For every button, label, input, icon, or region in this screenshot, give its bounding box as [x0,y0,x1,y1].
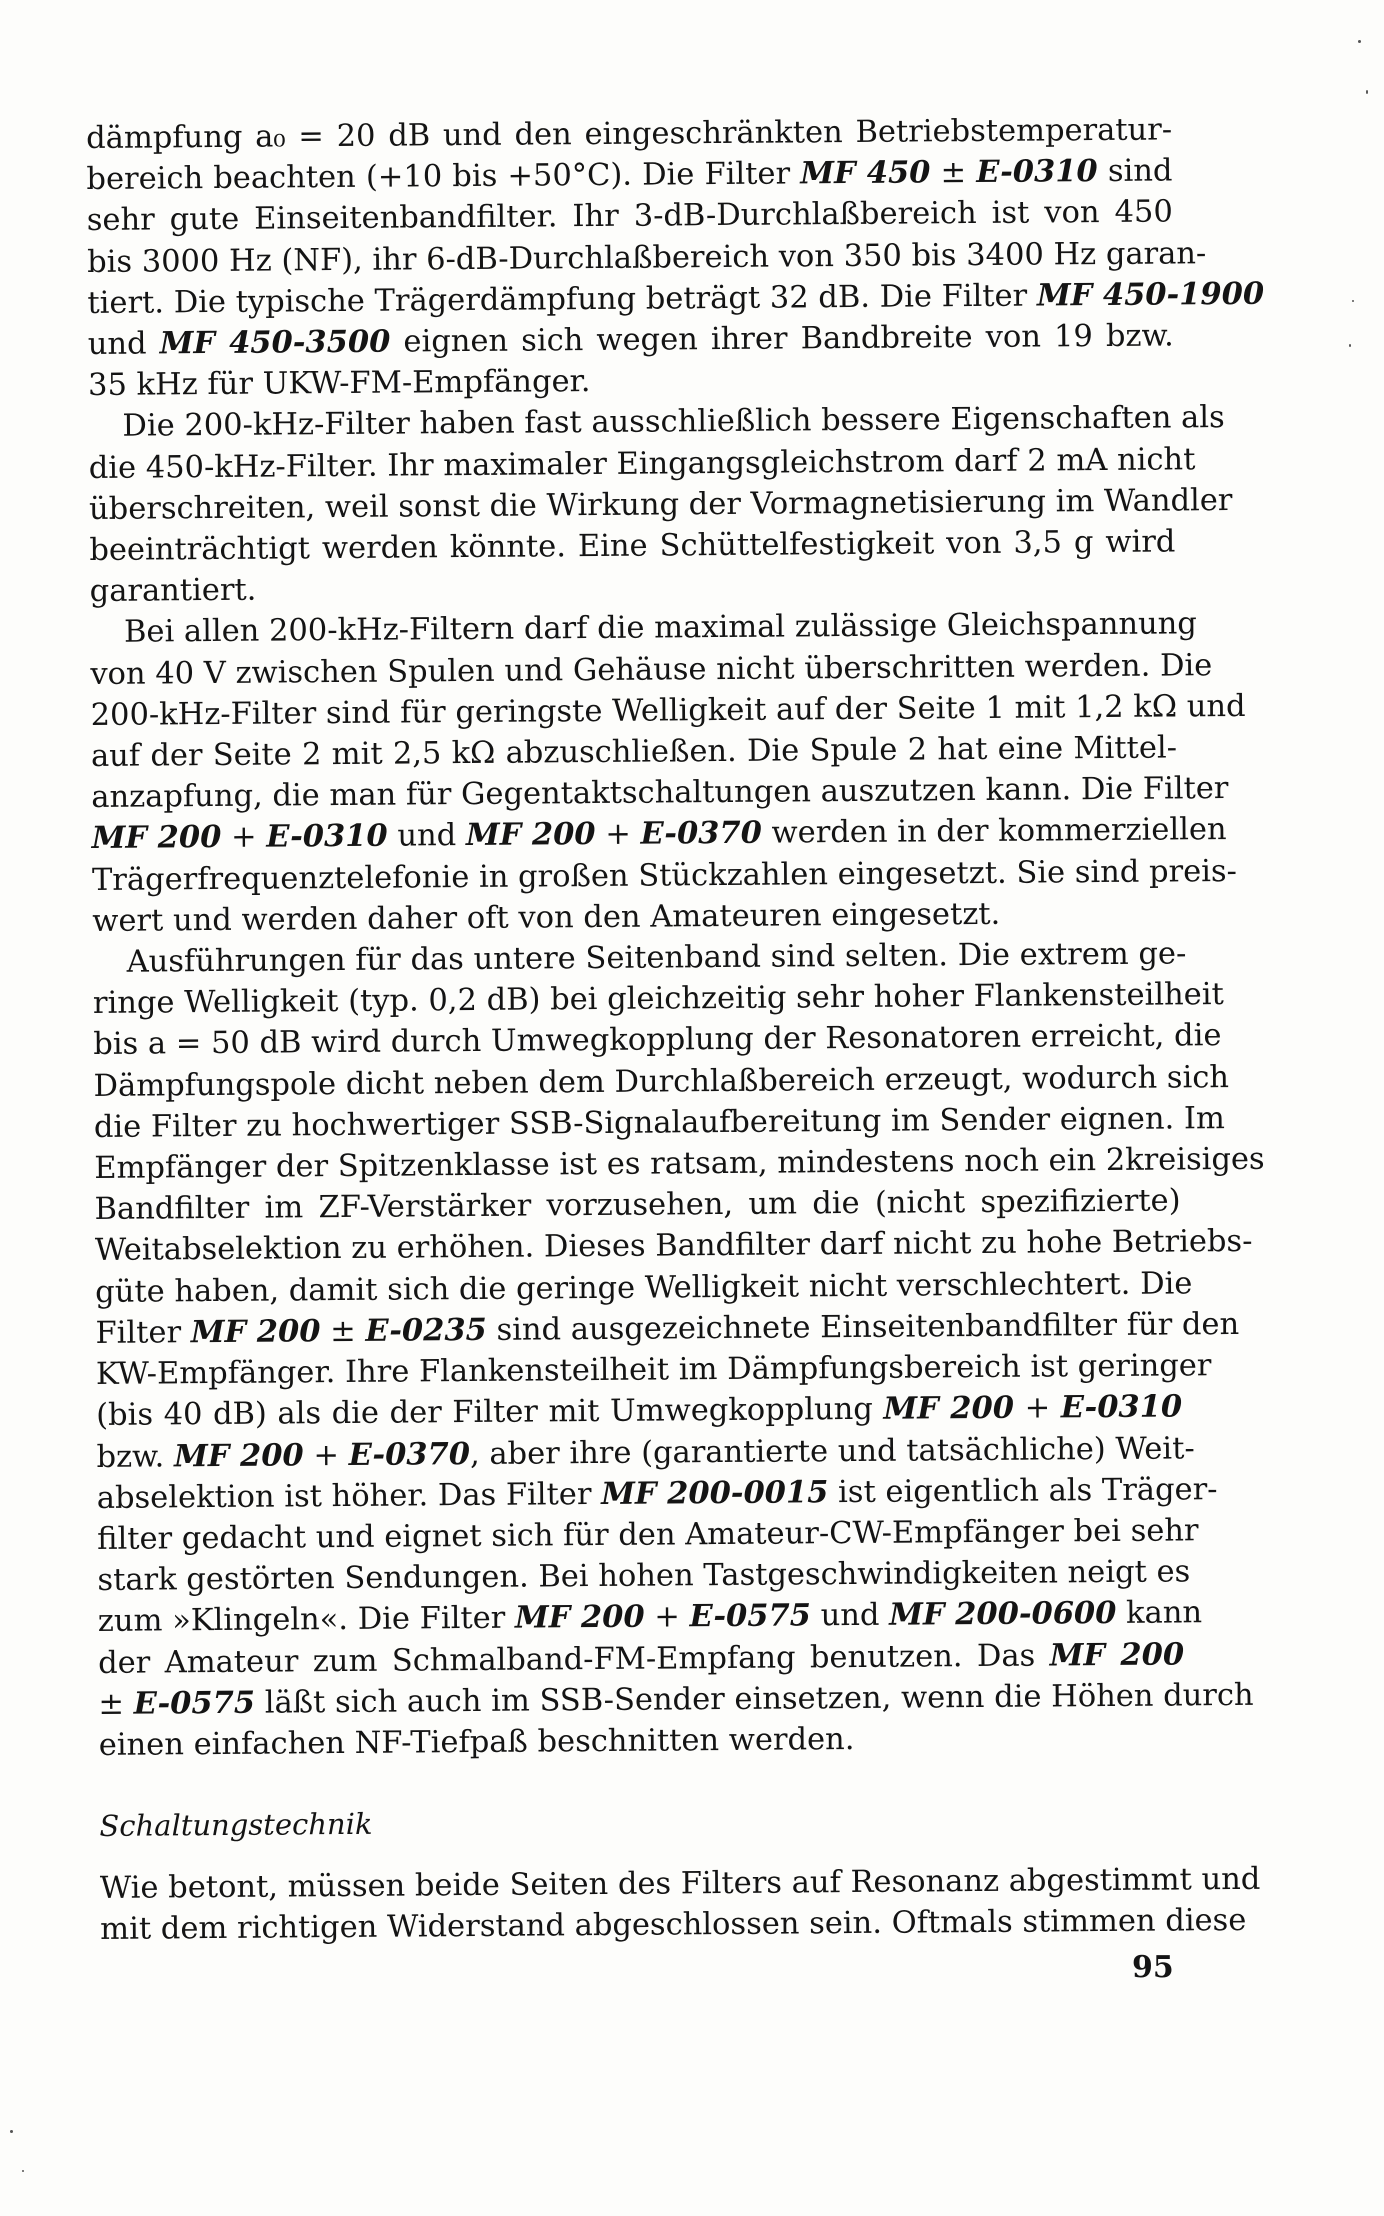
text-line: stark gestörten Sendungen. Bei hohen Tastgeschwindigkeiten neigt es [97,1554,1191,1599]
text-line: bis a = 50 dB wird durch Umwegkopplung der Resonatoren erreicht, die [93,1018,1222,1063]
text-line: bis 3000 Hz (NF), ihr 6-dB-Durchlaßbereich von 350 bis 3400 Hz garan- [86,235,1207,280]
text-line: mit dem richtigen Widerstand abgeschlossen sein. Oftmals stimmen diese [100,1903,1247,1948]
text-line: Bandfilter im ZF-Verstärker vorzusehen, um die (nicht spezifizierte) [94,1183,1181,1228]
text-line: (bis 40 dB) als die der Filter mit Umwegkopplung MF 200 + E-0310 [96,1388,1183,1434]
scan-speck [1366,90,1368,94]
text-line: die 450-kHz-Filter. Ihr maximaler Eingangsgleichstrom darf 2 mA nicht [88,441,1196,486]
scan-speck [22,2170,24,2172]
text-line: dämpfung a₀ = 20 dB und den eingeschränkten Betriebstemperatur- [86,112,1173,156]
closing-paragraph [99,1860,1261,1951]
paragraph [86,109,1265,406]
page-body [86,109,1265,1950]
text-line: ringe Welligkeit (typ. 0,2 dB) bei gleichzeitig sehr hoher Flankensteilheit [92,977,1224,1022]
text-line: Filter MF 200 ± E-0235 sind ausgezeichnete Einseitenbandfilter für den [95,1306,1240,1351]
text-line: Empfänger der Spitzenklasse ist es ratsam, mindestens noch ein 2kreisiges [94,1141,1265,1187]
scan-speck [10,2130,13,2133]
text-line: filter gedacht und eignet sich für den Amateur-CW-Empfänger bei sehr [97,1513,1199,1557]
page-number: 95 [1132,1950,1174,1985]
text-line: Die 200-kHz-Filter haben fast ausschließlich bessere Eigenschaften als [122,400,1225,445]
text-line: Weitabselektion zu erhöhen. Dieses Bandfilter darf nicht zu hohe Betriebs- [94,1224,1253,1269]
text-line: zum »Klingeln«. Die Filter MF 200 + E-0575 und MF 200-0600 kann [97,1595,1203,1640]
body-text [86,109,1265,1766]
paragraph [99,1860,1261,1951]
text-line: tiert. Die typische Trägerdämpfung beträgt 32 dB. Die Filter MF 450-1900 [87,275,1265,321]
text-line: abselektion ist höher. Das Filter MF 200-0015 ist eigentlich als Träger- [96,1471,1218,1516]
text-line: ± E-0575 läßt sich auch im SSB-Sender einsetzen, wenn die Höhen durch [98,1677,1254,1722]
text-line: bereich beachten (+10 bis +50°C). Die Filter MF 450 ± E-0310 sind [86,153,1173,198]
scan-speck [1358,40,1361,43]
text-line: überschreiten, weil sonst die Wirkung der Vormagnetisierung im Wandler [88,482,1233,527]
text-line: KW-Empfänger. Ihre Flankensteilheit im Dämpfungsbereich ist geringer [95,1348,1212,1393]
text-line: wert und werden daher oft von den Amateuren eingesetzt. [92,896,1001,939]
paragraph [92,934,1265,1767]
text-line: von 40 V zwischen Spulen und Gehäuse nicht überschritten werden. Die [90,647,1213,692]
text-line: Ausführungen für das untere Seitenband sind selten. Die extrem ge- [126,936,1187,980]
text-line: einen einfachen NF-Tiefpaß beschnitten werden. [98,1721,855,1763]
text-line: 35 kHz für UKW-FM-Empfänger. [87,364,591,404]
text-line: die Filter zu hochwertiger SSB-Signalaufbereitung im Sender eignen. Im [93,1100,1226,1145]
paragraph [88,398,1233,613]
text-line: garantiert. [89,572,257,610]
text-line: der Amateur zum Schmalband-FM-Empfang benutzen. Das MF 200 [97,1635,1185,1681]
text-line: güte haben, damit sich die geringe Welligkeit nicht verschlechtert. Die [95,1266,1193,1310]
text-line: beeinträchtigt werden könnte. Eine Schüttelfestigkeit von 3,5 g wird [89,524,1176,569]
text-line: auf der Seite 2 mit 2,5 kΩ abzuschließen. Die Spule 2 hat eine Mittel- [90,730,1178,775]
text-line: Bei allen 200-kHz-Filtern darf die maximal zulässige Gleichspannung [123,606,1198,651]
section-heading: Schaltungstechnik [99,1806,373,1844]
text-line: Trägerfrequenztelefonie in großen Stückzahlen eingesetzt. Sie sind preis- [91,853,1238,898]
text-line: MF 200 + E-0310 und MF 200 + E-0370 werden in der kommerziellen [91,812,1227,857]
text-line: anzapfung, die man für Gegentaktschaltungen auszutzen kann. Die Filter [91,771,1229,816]
scan-speck [1349,344,1351,347]
text-line: bzw. MF 200 + E-0370, aber ihre (garantierte und tatsächliche) Weit- [96,1430,1195,1475]
scan-speck [1352,300,1354,302]
text-line: 200-kHz-Filter sind für geringste Welligkeit auf der Seite 1 mit 1,2 kΩ und [90,688,1246,733]
text-line: Wie betont, müssen beide Seiten des Filters auf Resonanz abgestimmt und [99,1861,1261,1907]
paragraph [90,604,1246,942]
text-line: Dämpfungspole dicht neben dem Durchlaßbereich erzeugt, wodurch sich [93,1059,1230,1104]
text-line: sehr gute Einseitenbandfilter. Ihr 3-dB-Durchlaßbereich ist von 450 [86,194,1173,239]
text-line: und MF 450-3500 eignen sich wegen ihrer Bandbreite von 19 bzw. [87,318,1174,363]
